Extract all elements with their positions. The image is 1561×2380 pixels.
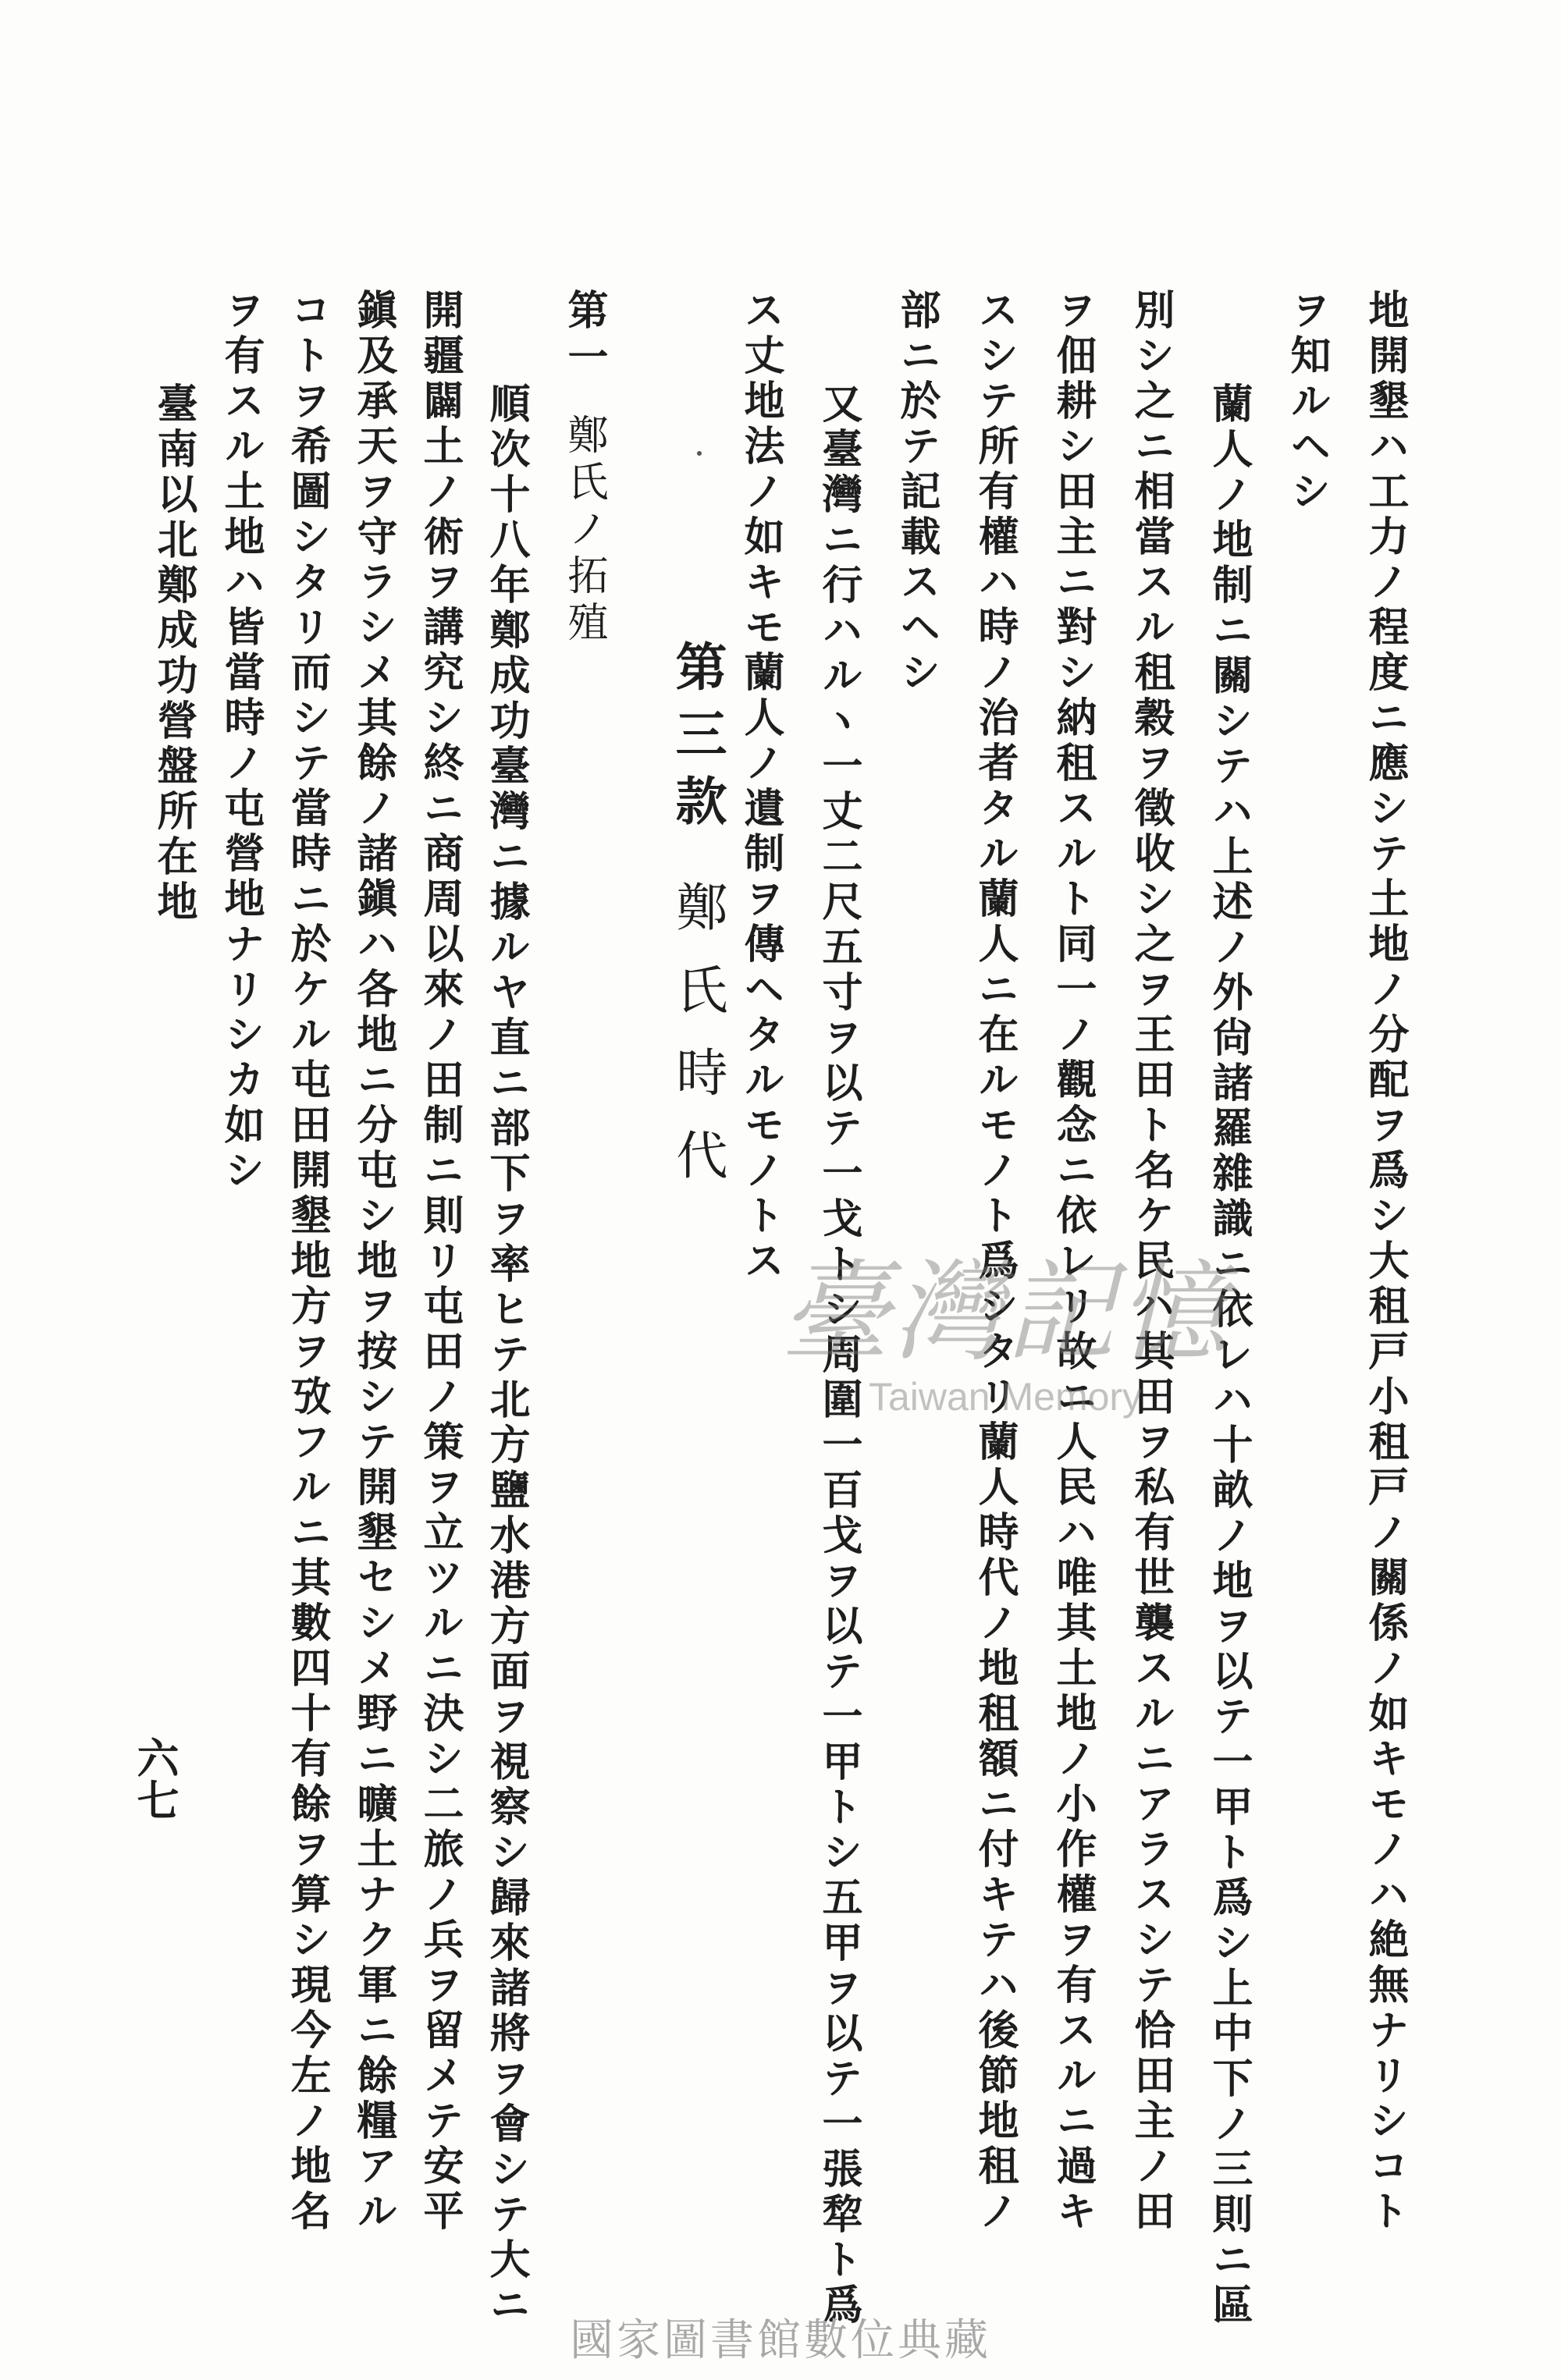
text-column-2: ヲ知ルヘシ xyxy=(1283,289,1331,515)
page-number: 六七 xyxy=(130,1736,180,1821)
footer-collection-label: 國家圖書館數位典藏 xyxy=(570,2315,991,2366)
text-column-10: 順次十八年鄭成功臺灣ニ據ルヤ直ニ部下ヲ率ヒテ北方鹽水港方面ヲ視察シ歸來諸將ヲ會シテ大ニ xyxy=(482,382,530,2328)
subsection-number: 第一 xyxy=(560,289,608,382)
subsection-heading xyxy=(560,289,608,648)
text-column-4: 別シ之ニ相當スル租穀ヲ徵收シ之ヲ王田ト名ケ民ハ其田ヲ私有世襲スルニアラスシテ恰田主ノ田 xyxy=(1127,289,1175,2235)
ink-dot xyxy=(697,451,702,456)
watermark-logo xyxy=(780,1225,1230,1419)
text-column-8: 又臺灣ニ行ハルヽ一丈二尺五寸ヲ以テ一戈トシ周圍一百戈ヲ以テ一甲トシ五甲ヲ以テ一張犂ト爲 xyxy=(815,382,862,2328)
text-column-1: 地開墾ハ工力ノ程度ニ應シテ土地ノ分配ヲ爲シ大租戸小租戸ノ關係ノ如キモノハ絶無ナリシコト xyxy=(1361,289,1409,2235)
text-column-7: 部ニ於テ記載スヘシ xyxy=(893,289,941,696)
text-column-13: コトヲ希圖シタリ而シテ當時ニ於ケル屯田開墾地方ヲ攷フルニ其數四十有餘ヲ算シ現今左ノ地名 xyxy=(283,289,331,2235)
text-column-11: 開疆闢土ノ術ヲ講究シ終ニ商周以來ノ田制ニ則リ屯田ノ策ヲ立ツルニ決シ二旅ノ兵ヲ留メテ安平 xyxy=(416,289,464,2235)
watermark-sub: Taiwan Memory xyxy=(868,1375,1143,1419)
section-heading xyxy=(667,640,727,1211)
text-column-5: ヲ佃耕シ田主ニ對シ納租スルト同一ノ觀念ニ依レリ故ニ人民ハ唯其土地ノ小作權ヲ有スルニ過キ xyxy=(1049,289,1097,2235)
text-column-12: 鎭及承天ヲ守ラシメ其餘ノ諸鎭ハ各地ニ分屯シ地ヲ按シテ開墾セシメ野ニ曠土ナク軍ニ餘糧アル xyxy=(350,289,397,2235)
text-column-6: スシテ所有權ハ時ノ治者タル蘭人ニ在ルモノト爲シタリ蘭人時代ノ地租額ニ付キテハ後節地租ノ xyxy=(971,289,1019,2235)
watermark-main: 臺灣記憶 xyxy=(780,1249,1231,1376)
text-column-14: ヲ有スル土地ハ皆當時ノ屯營地ナリシカ如シ xyxy=(217,289,265,1194)
section-title: 鄭氏時代 xyxy=(667,880,727,1211)
section-number: 第三款 xyxy=(667,640,727,841)
text-column-3: 蘭人ノ地制ニ關シテハ上述ノ外尙諸羅雜識ニ依レハ十畝ノ地ヲ以テ一甲ト爲シ上中下ノ三則ニ區 xyxy=(1205,382,1253,2328)
text-column-9: ス丈地法ノ如キモ蘭人ノ遺制ヲ傳ヘタルモノトス xyxy=(737,289,784,1284)
table-caption: 臺南以北鄭成功營盤所在地 xyxy=(150,382,197,925)
subsection-title: 鄭氏ノ拓殖 xyxy=(560,414,607,648)
